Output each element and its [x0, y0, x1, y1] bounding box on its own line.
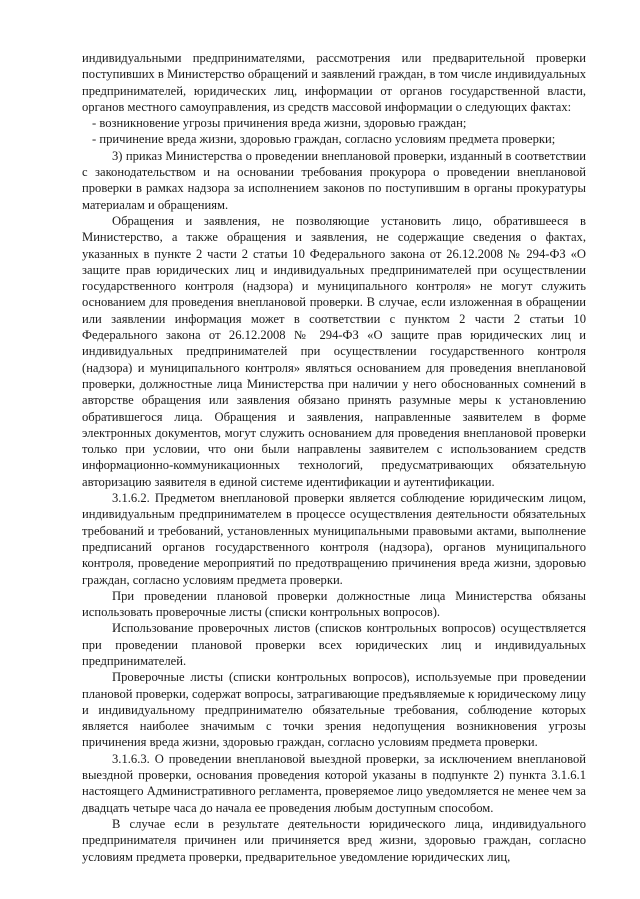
document-page [82, 50, 586, 865]
paragraph-3-1-6-2: 3.1.6.2. Предметом внеплановой проверки является соблюдение юридическим лицом, индивидуальным предпринимателем в процессе осуществления деятельности обязательных требований и требований, установленных муниципальными правовыми актами, выполнение предписаний органов государственного контроля (надзора), органов муниципального контроля, проведение мероприятий по предотвращению причинения вреда жизни, здоровью граждан, согласно условиям предмета проверки. [82, 491, 586, 587]
list-item-threat-of-harm: - возникновение угрозы причинения вреда жизни, здоровью граждан; [92, 116, 467, 131]
list-item-harm-caused: - причинение вреда жизни, здоровью граждан, согласно условиям предмета проверки; [92, 132, 556, 147]
paragraph-harm-notification: В случае если в результате деятельности юридического лица, индивидуального предпринимателя причинен или причиняется вред жизни, здоровью граждан, согласно условиям предмета проверки, предварительное уведомление юридических лиц, [82, 816, 586, 864]
paragraph-checklists-content: Проверочные листы (списки контрольных вопросов), используемые при проведении плановой проверки, содержат вопросы, затрагивающие предъявляемые к юридическому лицу и индивидуальному предпринимателю обязательные требования, соблюдение которых является наиболее значимым с точки зрения недопущения возникновения угрозы причинения вреда жизни, здоровью граждан, согласно условиям предмета проверки. [82, 670, 586, 750]
paragraph-anonymous-appeals: Обращения и заявления, не позволяющие установить лицо, обратившееся в Министерство, а также обращения и заявления, не содержащие сведения о фактах, указанных в пункте 2 части 2 статьи 10 Федерального закона от 26.12.2008 № 294-ФЗ «О защите прав юридических лиц и индивидуальных предпринимателей при осуществлении государственного контроля (надзора) и муниципального контроля» не могут служить основанием для проведения внеплановой проверки. В случае, если изложенная в обращении или заявлении информация может в соответствии с пунктом 2 части 2 статьи 10 Федерального закона от 26.12.2008 № 294-ФЗ «О защите прав юридических лиц и индивидуальных предпринимателей при осуществлении государственного контроля (надзора) и муниципального контроля» являться основанием для проведения внеплановой проверки, должностные лица Министерства при наличии у него обоснованных сомнений в авторстве обращения или заявления обязано принять разумные меры к установлению обратившегося лица. Обращения и заявления, направленные заявителем в форме электронных документов, могут служить основанием для проведения внеплановой проверки только при условии, что они были направлены заявителем с использованием средств информационно-коммуникационных технологий, предусматривающих обязательную авторизацию заявителя в единой системе идентификации и аутентификации. [82, 213, 586, 489]
paragraph-grounds-continuation: индивидуальными предпринимателями, рассмотрения или предварительной проверки поступивших в Министерство обращений и заявлений граждан, в том числе индивидуальных предпринимателей, юридических лиц, информации от органов государственной власти, органов местного самоуправления, из средств массовой информации о следующих фактах: [82, 51, 586, 114]
paragraph-ministry-order: 3) приказ Министерства о проведении внеплановой проверки, изданный в соответствии с законодательством и на основании требования прокурора о проведении внеплановой проверки в рамках надзора за исполнением законов по поступившим в органы прокуратуры материалам и обращениям. [82, 148, 586, 212]
paragraph-checklists-obligation: При проведении плановой проверки должностные лица Министерства обязаны использовать проверочные листы (списки контрольных вопросов). [82, 588, 586, 620]
paragraph-checklists-usage: Использование проверочных листов (списков контрольных вопросов) осуществляется при проведении плановой проверки всех юридических лиц и индивидуальных предпринимателей. [82, 621, 586, 668]
paragraph-3-1-6-3: 3.1.6.3. О проведении внеплановой выездной проверки, за исключением внеплановой выездной проверки, основания проведения которой указаны в подпункте 2) пункта 3.1.6.1 настоящего Административного регламента, проверяемое лицо уведомляется не менее чем за двадцать четыре часа до начала ее проведения любым доступным способом. [82, 751, 586, 815]
